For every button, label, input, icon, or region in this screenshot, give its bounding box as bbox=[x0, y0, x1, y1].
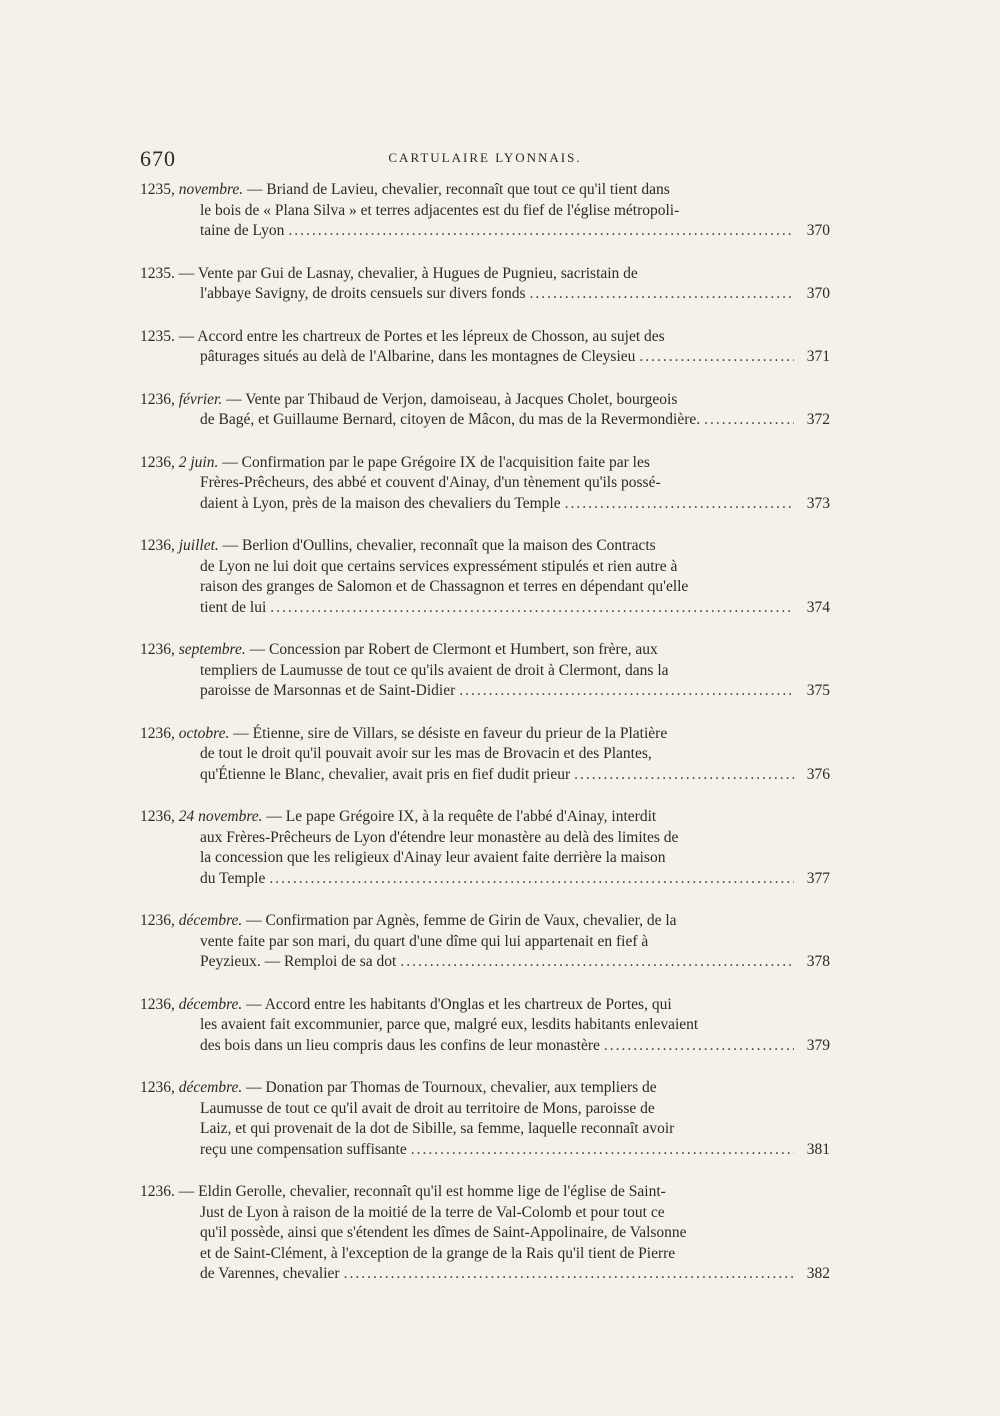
entry-date: 1236, bbox=[140, 808, 175, 825]
entry-date: 1235. bbox=[140, 264, 175, 282]
charter-number: 382 bbox=[806, 1265, 830, 1282]
entry-closing-text: daient à Lyon, près de la maison des chevaliers du Temple bbox=[200, 494, 561, 512]
charter-entry bbox=[140, 807, 830, 889]
entry-continuation-line: la concession que les religieux d'Ainay leur avaient faite derrière la maison bbox=[200, 849, 666, 866]
entry-first-line bbox=[140, 536, 830, 557]
leader-dots bbox=[639, 347, 794, 368]
entry-date: 1236, bbox=[140, 1079, 175, 1096]
entry-summary-text: — Concession par Robert de Clermont et Humbert, son frère, aux bbox=[249, 641, 658, 658]
entry-first-line bbox=[140, 180, 830, 201]
entry-closing-text: pâturages situés au delà de l'Albarine, dans les montagnes de Cleysieu bbox=[200, 348, 636, 365]
charter-number: 381 bbox=[806, 1140, 830, 1158]
entry-first-line bbox=[140, 640, 830, 661]
leader-dots bbox=[604, 1036, 794, 1057]
entry-first-line bbox=[140, 724, 830, 745]
entry-continuation-line: et de Saint-Clément, à l'exception de la grange de la Rais qu'il tient de Pierre bbox=[200, 1244, 676, 1262]
entry-summary-text: — Confirmation par le pape Grégoire IX de l'acquisition faite par les bbox=[222, 453, 650, 471]
entry-closing-text: des bois dans un lieu compris daus les confins de leur monastère bbox=[200, 1036, 600, 1054]
leader-dots bbox=[400, 952, 794, 973]
entry-date: 1236, bbox=[140, 995, 175, 1013]
leader-dots bbox=[288, 221, 794, 242]
entry-summary-text: — Vente par Gui de Lasnay, chevalier, à Hugues de Pugnieu, sacristain de bbox=[178, 264, 638, 282]
entry-summary-text: — Accord entre les habitants d'Onglas et les chartreux de Portes, qui bbox=[246, 995, 672, 1013]
charter-number: 374 bbox=[806, 598, 830, 616]
entry-first-line bbox=[140, 453, 830, 474]
entry-summary-text: — Étienne, sire de Villars, se désiste en faveur du prieur de la Platière bbox=[233, 724, 668, 742]
charter-entry bbox=[140, 995, 830, 1057]
charter-entry bbox=[140, 911, 830, 973]
entry-continuation-line: qu'il possède, ainsi que s'étendent les dîmes de Saint-Appolinaire, de Valsonne bbox=[200, 1224, 687, 1241]
entry-summary-text: — Briand de Lavieu, chevalier, reconnaît que tout ce qu'il tient dans bbox=[247, 181, 670, 198]
entry-date-qualifier: décembre. bbox=[178, 995, 243, 1013]
entry-continuation-line: les avaient fait excommunier, parce que, malgré eux, lesdits habitants enlevaient bbox=[200, 1016, 699, 1033]
entry-summary-text: — Confirmation par Agnès, femme de Girin de Vaux, chevalier, de la bbox=[246, 912, 677, 929]
entry-continuation-line: de Lyon ne lui doit que certains services expressément stipulés et rien autre à bbox=[200, 557, 678, 575]
charter-number: 373 bbox=[806, 494, 830, 512]
entry-date-qualifier: décembre. bbox=[178, 1079, 243, 1096]
entry-date-qualifier: octobre. bbox=[178, 724, 230, 742]
entry-last-line bbox=[140, 221, 830, 242]
entry-date-qualifier: 24 novembre. bbox=[178, 808, 263, 825]
entry-closing-text: Peyzieux. — Remploi de sa dot bbox=[200, 953, 397, 970]
entry-last-line bbox=[140, 284, 830, 305]
entry-date-qualifier: novembre. bbox=[178, 181, 244, 198]
charter-number: 372 bbox=[806, 411, 830, 428]
entry-closing-text: tient de lui bbox=[200, 598, 267, 616]
entry-date: 1235. bbox=[140, 327, 175, 345]
entry-first-line bbox=[140, 264, 830, 285]
charter-entry bbox=[140, 1182, 830, 1285]
charter-entry bbox=[140, 640, 830, 702]
entry-first-line bbox=[140, 1078, 830, 1099]
entry-continuation-line: templiers de Laumusse de tout ce qu'ils avaient de droit à Clermont, dans la bbox=[200, 661, 669, 679]
leader-dots bbox=[269, 869, 794, 890]
entry-date-qualifier: 2 juin. bbox=[178, 453, 219, 471]
entry-closing-text: de Bagé, et Guillaume Bernard, citoyen de Mâcon, du mas de la Revermondière. bbox=[200, 411, 701, 428]
charter-entry bbox=[140, 724, 830, 786]
charter-number: 378 bbox=[806, 953, 830, 970]
page-header bbox=[140, 146, 830, 176]
entry-first-line bbox=[140, 995, 830, 1016]
page-number: 670 bbox=[140, 146, 176, 171]
entry-summary-text: — Donation par Thomas de Tournoux, chevalier, aux templiers de bbox=[246, 1079, 657, 1096]
entry-first-line bbox=[140, 911, 830, 932]
entry-closing-text: de Varennes, chevalier bbox=[200, 1265, 340, 1282]
entry-last-line bbox=[140, 681, 830, 702]
entry-closing-text: paroisse de Marsonnas et de Saint-Didier bbox=[200, 682, 456, 699]
entry-closing-text: reçu une compensation suffisante bbox=[200, 1140, 407, 1158]
charter-entry bbox=[140, 390, 830, 431]
entry-summary-text: — Accord entre les chartreux de Portes et les lépreux de Chosson, au sujet des bbox=[178, 327, 665, 345]
entry-last-line bbox=[140, 494, 830, 515]
charter-entry bbox=[140, 180, 830, 242]
leader-dots bbox=[270, 598, 794, 619]
leader-dots bbox=[344, 1264, 794, 1285]
leader-dots bbox=[530, 284, 795, 305]
leader-dots bbox=[574, 765, 794, 786]
entry-closing-text: qu'Étienne le Blanc, chevalier, avait pris en fief dudit prieur bbox=[200, 765, 571, 783]
entry-first-line bbox=[140, 807, 830, 828]
entry-date-qualifier: décembre. bbox=[178, 912, 243, 929]
entry-continuation-line: le bois de « Plana Silva » et terres adjacentes est du fief de l'église métropoli- bbox=[200, 201, 680, 219]
charter-number: 375 bbox=[806, 682, 830, 699]
entry-last-line bbox=[140, 952, 830, 973]
charter-list bbox=[140, 180, 830, 1307]
entry-last-line bbox=[140, 1264, 830, 1285]
entry-date: 1236, bbox=[140, 453, 175, 471]
entry-first-line bbox=[140, 390, 830, 411]
entry-last-line bbox=[140, 347, 830, 368]
entry-date: 1236. bbox=[140, 1183, 175, 1200]
entry-date: 1236, bbox=[140, 724, 175, 742]
entry-summary-text: — Eldin Gerolle, chevalier, reconnaît qu'il est homme lige de l'église de Saint- bbox=[178, 1183, 666, 1200]
entry-date: 1236, bbox=[140, 641, 175, 658]
entry-summary-text: — Berlion d'Oullins, chevalier, reconnaît que la maison des Contracts bbox=[222, 537, 656, 554]
charter-number: 379 bbox=[806, 1036, 830, 1054]
entry-date-qualifier: février. bbox=[178, 390, 223, 408]
leader-dots bbox=[704, 410, 794, 431]
charter-entry bbox=[140, 327, 830, 368]
entry-date-qualifier: juillet. bbox=[178, 537, 219, 554]
entry-date: 1235, bbox=[140, 181, 175, 198]
entry-date-qualifier: septembre. bbox=[178, 641, 246, 658]
entry-continuation-line: aux Frères-Prêcheurs de Lyon d'étendre leur monastère au delà des limites de bbox=[200, 828, 679, 846]
charter-number: 370 bbox=[806, 285, 830, 302]
entry-last-line bbox=[140, 410, 830, 431]
entry-first-line bbox=[140, 1182, 830, 1203]
entry-date: 1236, bbox=[140, 912, 175, 929]
running-title: CARTULAIRE LYONNAIS. bbox=[388, 150, 582, 165]
entry-closing-text: l'abbaye Savigny, de droits censuels sur divers fonds bbox=[200, 285, 526, 302]
entry-summary-text: — Vente par Thibaud de Verjon, damoiseau, à Jacques Cholet, bourgeois bbox=[226, 390, 678, 408]
charter-entry bbox=[140, 536, 830, 618]
entry-last-line bbox=[140, 869, 830, 890]
entry-closing-text: taine de Lyon bbox=[200, 222, 285, 239]
entry-continuation-line: raison des granges de Salomon et de Chassagnon et terres en dépendant qu'elle bbox=[200, 578, 689, 595]
leader-dots bbox=[459, 681, 794, 702]
charter-number: 370 bbox=[806, 222, 830, 239]
entry-continuation-line: Frères-Prêcheurs, des abbé et couvent d'Ainay, d'un tènement qu'ils possé- bbox=[200, 474, 661, 491]
entry-continuation-line: Just de Lyon à raison de la moitié de la terre de Val-Colomb et pour tout ce bbox=[200, 1203, 665, 1221]
entry-date: 1236, bbox=[140, 537, 175, 554]
entry-continuation-line: de tout le droit qu'il pouvait avoir sur les mas de Brovacin et des Plantes, bbox=[200, 745, 652, 762]
entry-continuation-line: Laumusse de tout ce qu'il avait de droit au territoire de Mons, paroisse de bbox=[200, 1099, 655, 1117]
charter-number: 371 bbox=[806, 348, 830, 365]
entry-summary-text: — Le pape Grégoire IX, à la requête de l'abbé d'Ainay, interdit bbox=[266, 808, 657, 825]
charter-number: 376 bbox=[806, 765, 830, 783]
leader-dots bbox=[411, 1140, 794, 1161]
entry-closing-text: du Temple bbox=[200, 869, 266, 887]
entry-continuation-line: Laiz, et qui provenait de la dot de Sibille, sa femme, laquelle reconnaît avoir bbox=[200, 1120, 675, 1137]
charter-entry bbox=[140, 264, 830, 305]
entry-last-line bbox=[140, 1140, 830, 1161]
entry-continuation-line: vente faite par son mari, du quart d'une dîme qui lui appartenait en fief à bbox=[200, 932, 649, 950]
charter-entry bbox=[140, 1078, 830, 1160]
entry-last-line bbox=[140, 765, 830, 786]
entry-last-line bbox=[140, 598, 830, 619]
leader-dots bbox=[565, 494, 794, 515]
entry-first-line bbox=[140, 327, 830, 348]
charter-number: 377 bbox=[806, 869, 830, 887]
entry-date: 1236, bbox=[140, 390, 175, 408]
entry-last-line bbox=[140, 1036, 830, 1057]
charter-entry bbox=[140, 453, 830, 515]
